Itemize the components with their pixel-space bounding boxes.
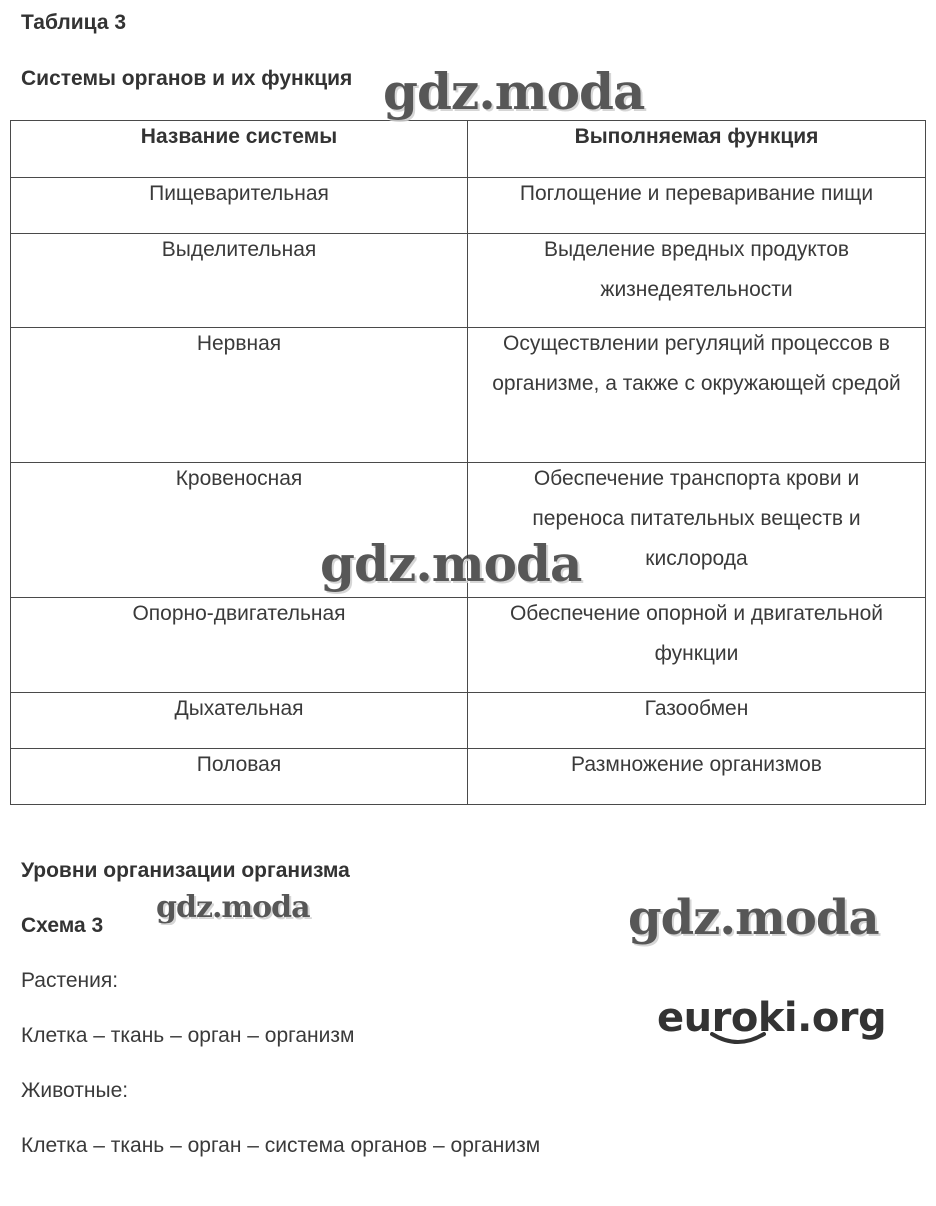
table-row bbox=[11, 234, 926, 328]
table-row bbox=[11, 693, 926, 749]
scheme-label: Схема 3 bbox=[21, 914, 104, 937]
cell-function: Обеспечение транспорта крови и переноса питательных веществ и кислорода bbox=[468, 463, 926, 598]
cell-function: Поглощение и переваривание пищи bbox=[468, 178, 926, 234]
levels-title: Уровни организации организма bbox=[21, 859, 350, 882]
table-row bbox=[11, 749, 926, 805]
table-title: Системы органов и их функция bbox=[21, 67, 353, 90]
cell-system: Половая bbox=[11, 749, 468, 805]
animals-label: Животные: bbox=[21, 1079, 129, 1102]
cell-system: Выделительная bbox=[11, 234, 468, 328]
cell-system: Нервная bbox=[11, 328, 468, 463]
header-system-name: Название системы bbox=[11, 121, 468, 178]
euroki-logo: euroki.org bbox=[657, 995, 887, 1041]
plants-label: Растения: bbox=[21, 969, 119, 992]
cell-system: Кровеносная bbox=[11, 463, 468, 598]
gdz-watermark: gdz.moda bbox=[156, 890, 310, 925]
gdz-watermark: gdz.moda bbox=[383, 62, 645, 121]
table-row bbox=[11, 598, 926, 693]
cell-function: Газообмен bbox=[468, 693, 926, 749]
table-row bbox=[11, 178, 926, 234]
gdz-watermark: gdz.moda bbox=[628, 890, 879, 946]
plants-chain: Клетка – ткань – орган – организм bbox=[21, 1024, 355, 1047]
cell-function: Размножение организмов bbox=[468, 749, 926, 805]
gdz-watermark: gdz.moda bbox=[320, 534, 582, 593]
cell-function: Осуществлении регуляций процессов в организме, а также с окружающей средой bbox=[468, 328, 926, 463]
cell-system: Дыхательная bbox=[11, 693, 468, 749]
smile-icon bbox=[710, 1032, 766, 1046]
cell-system: Опорно-двигательная bbox=[11, 598, 468, 693]
cell-function: Выделение вредных продуктов жизнедеятельности bbox=[468, 234, 926, 328]
table-label: Таблица 3 bbox=[21, 11, 127, 34]
animals-chain: Клетка – ткань – орган – система органов – организм bbox=[21, 1134, 541, 1157]
cell-function: Обеспечение опорной и двигательной функции bbox=[468, 598, 926, 693]
cell-system: Пищеварительная bbox=[11, 178, 468, 234]
header-function: Выполняемая функция bbox=[468, 121, 926, 178]
organ-systems-table bbox=[10, 120, 926, 805]
table-row bbox=[11, 328, 926, 463]
table-header-row bbox=[11, 121, 926, 178]
